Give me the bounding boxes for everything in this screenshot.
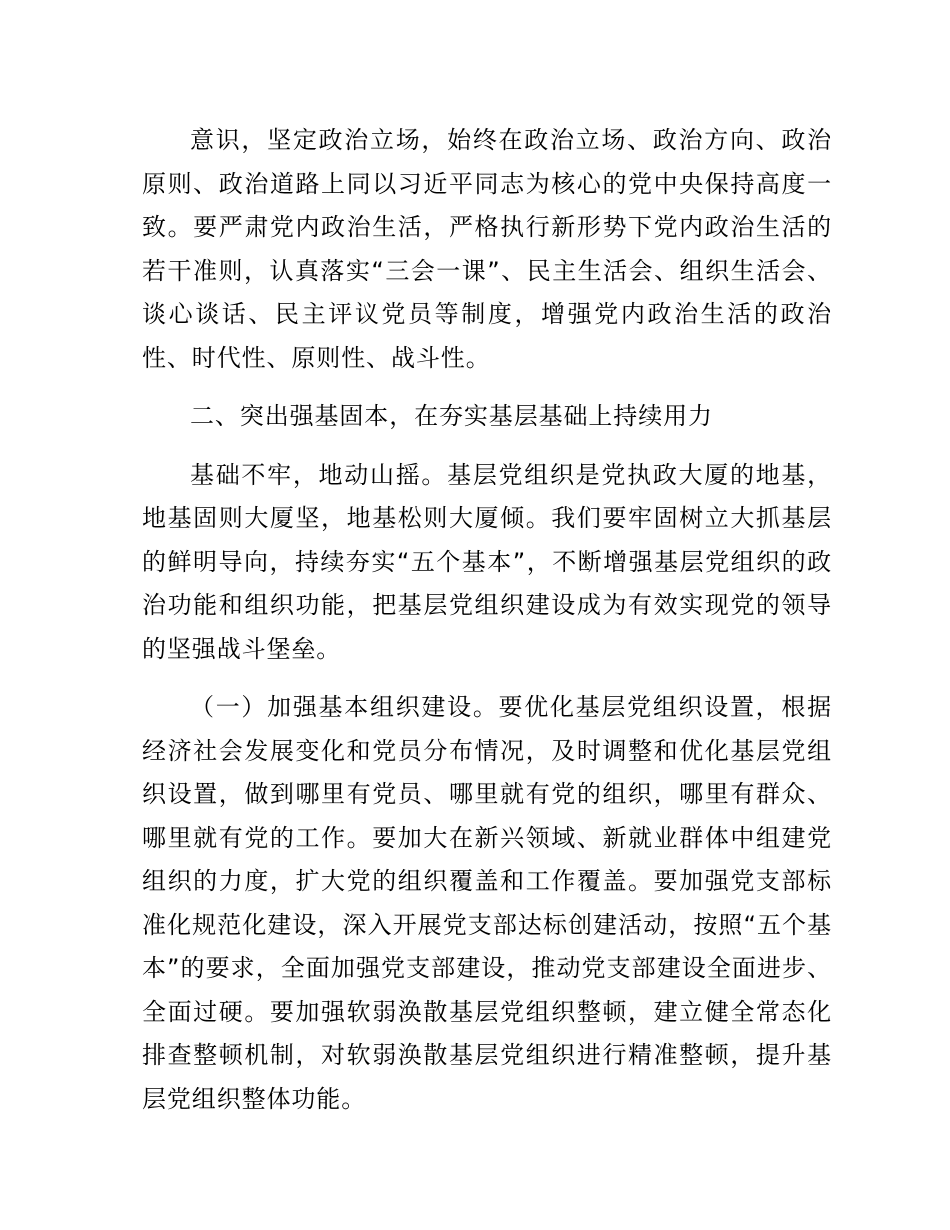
paragraph-political-life: 意识，坚定政治立场，始终在政治立场、政治方向、政治原则、政治道路上同以习近平同志为核心的党中央保持高度一致。要严肃党内政治生活，严格执行新形势下党内政治生活的若干准则，认真落实“三会一课”、民主生活会、组织生活会、谈心谈话、民主评议党员等制度，增强党内政治生活的政治性、时代性、原则性、战斗性。	[142, 126, 832, 372]
section-heading-2: 二、突出强基固本，在夯实基层基础上持续用力	[190, 402, 713, 430]
paragraph-grassroots-foundation: 基础不牢，地动山摇。基层党组织是党执政大厦的地基，地基固则大厦坚，地基松则大厦倾。我们要牢固树立大抓基层的鲜明导向，持续夯实“五个基本”，不断增强基层党组织的政治功能和组织功能，把基层党组织建设成为有效实现党的领导的坚强战斗堡垒。	[142, 460, 832, 663]
document-body	[142, 119, 832, 1136]
paragraph-basic-organization: （一）加强基本组织建设。要优化基层党组织设置，根据经济社会发展变化和党员分布情况，及时调整和优化基层党组织设置，做到哪里有党员、哪里就有党的组织，哪里有群众、哪里就有党的工作。要加大在新兴领域、新就业群体中组建党组织的力度，扩大党的组织覆盖和工作覆盖。要加强党支部标准化规范化建设，深入开展党支部达标创建活动，按照“五个基本”的要求，全面加强党支部建设，推动党支部建设全面进步、全面过硬。要加强软弱涣散基层党组织整顿，建立健全常态化排查整顿机制，对软弱涣散基层党组织进行精准整顿，提升基层党组织整体功能。	[142, 693, 832, 1113]
